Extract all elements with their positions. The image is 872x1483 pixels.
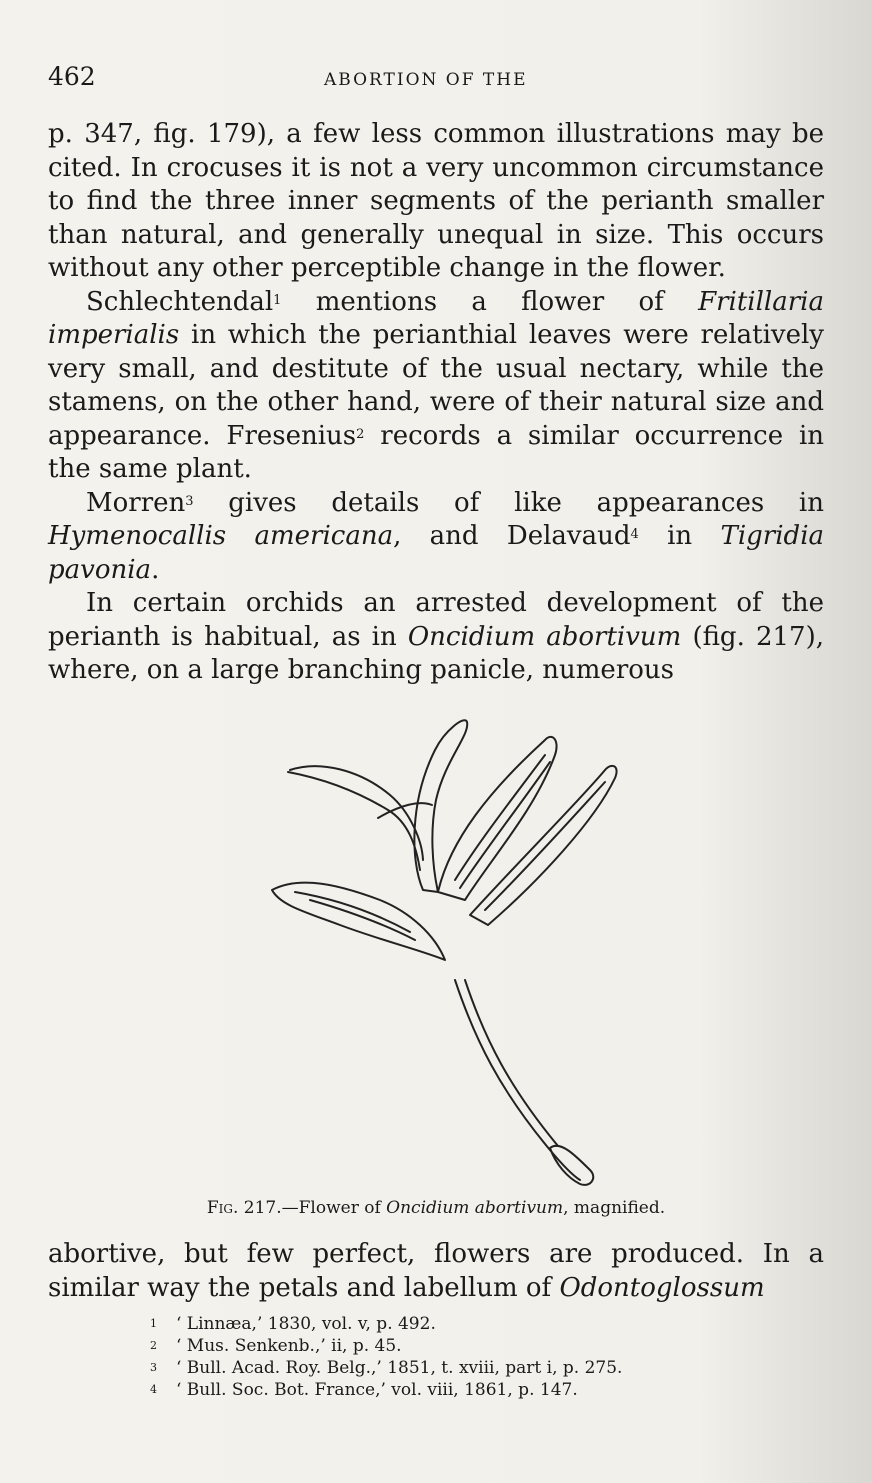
paragraph-4: In certain orchids an arrested development of the perianth is habitual, as in Oncidium abortivum (fig. 217), where, on a large branching panicle, numerous	[48, 588, 824, 685]
figure-caption: Fig. 217.—Flower of Oncidium abortivum, magnified.	[206, 1198, 666, 1218]
footnote: 2 ‘ Mus. Senkenb.,’ ii, p. 45.	[150, 1336, 402, 1356]
footnote-ref: 1	[273, 292, 282, 308]
petal-right	[470, 766, 617, 925]
flower-stalk	[455, 980, 580, 1180]
paragraph-2: Schlechtendal$^1$ mentions a flower of Fritillaria imperialis in which the perianthial leaves were relatively very small, and destitute of the usual nectary, while the stamens, on the other hand, were of their natural size and appearance. Fresenius$^2$ records a similar occurrence in the same plant.	[48, 286, 825, 484]
flower-spur	[550, 1146, 593, 1185]
footnote: 3 ‘ Bull. Acad. Roy. Belg.,’ 1851, t. xviii, part i, p. 275.	[150, 1358, 623, 1378]
footnote-ref: 3	[185, 493, 194, 509]
footnotes	[150, 1313, 830, 1401]
page-number: 462	[48, 62, 96, 91]
petal-upper-left	[414, 720, 467, 892]
footnote: 1 ‘ Linnæa,’ 1830, vol. v, p. 492.	[150, 1314, 436, 1334]
page-header	[48, 62, 824, 102]
continuation-text: abortive, but few perfect, flowers are produced. In a similar way the petals and labellum of Odontoglossum	[48, 1239, 824, 1303]
flower-illustration	[260, 700, 660, 1200]
footnote-ref: 2	[356, 426, 365, 442]
paragraph-1: p. 347, fig. 179), a few less common illustrations may be cited. In crocuses it is not a very uncommon circumstance to find the three inner segments of the perianth smaller than natural, and generally unequal in size. This occurs without any other perceptible change in the flower.	[48, 119, 824, 283]
oncidium-flower-drawing	[260, 700, 660, 1200]
petal-lower-left	[272, 883, 445, 960]
footnote: 4 ‘ Bull. Soc. Bot. France,’ vol. viii, 1861, p. 147.	[150, 1380, 578, 1400]
running-title: ABORTION OF THE	[324, 70, 528, 90]
body-text	[48, 118, 824, 688]
paragraph-3: Morren$^3$ gives details of like appearances in Hymenocallis americana, and Delavaud$^4$ in Tigridia pavonia.	[48, 487, 825, 585]
footnote-ref: 4	[630, 527, 639, 542]
